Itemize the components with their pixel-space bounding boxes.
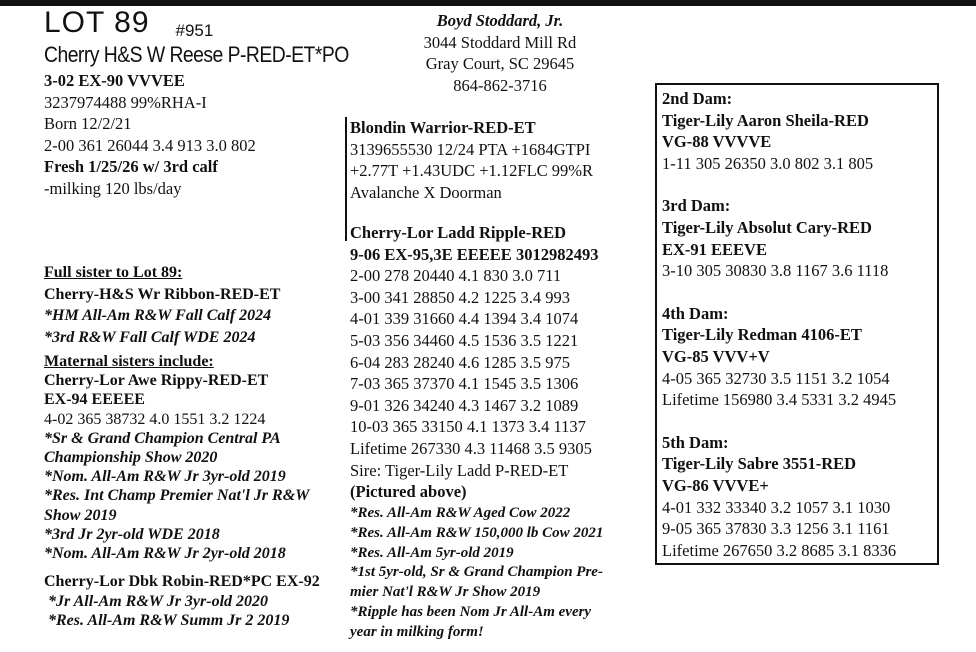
consignor-phone: 864-862-3716 [453,75,547,95]
dam-classification: VG-85 VVV+V [662,346,770,366]
dam-record: 4-05 365 32730 3.5 1151 3.2 1054 [662,368,890,388]
dam-title: 4th Dam: [662,303,729,323]
dam-lifetime: Lifetime 267650 3.2 8685 3.1 8336 [662,540,897,560]
dam-award: year in milking form! [350,623,484,640]
dam-record: 3-10 305 30830 3.8 1167 3.6 1118 [662,261,889,281]
maternal-sisters-block [44,352,309,563]
dam-record: 1-11 305 26350 3.0 802 3.1 805 [662,153,874,173]
sister-name: Cherry-Lor Awe Rippy-RED-ET [44,372,269,390]
consignor-city: Gray Court, SC 29645 [425,54,575,74]
dam-award: *Ripple has been Nom Jr All-Am every [350,603,592,620]
lot-header [44,6,213,40]
dam-classification: 9-06 EX-95,3E EEEEE 3012982493 [350,244,599,264]
dam-title: 3rd Dam: [662,196,731,216]
cow-name: Cherry H&S W Reese P-RED-ET*PO [44,42,349,67]
dam-award: *Res. All-Am R&W 150,000 lb Cow 2021 [350,524,604,541]
dam-award: mier Nat'l R&W Jr Show 2019 [350,584,541,601]
dams-list [662,88,896,561]
sister-award: *Sr & Grand Champion Central PA [44,429,281,447]
dam-title: 2nd Dam: [662,89,733,108]
full-sister-heading: Full sister to Lot 89: [44,264,183,281]
lot-label: LOT 89 [44,6,150,39]
dam-block [350,222,598,503]
consignor-street: 3044 Stoddard Mill Rd [423,32,577,52]
cow-birthdate: Born 12/2/21 [44,114,132,134]
dam-name: Tiger-Lily Absolut Cary-RED [662,217,872,237]
dam-name: Cherry-Lor Ladd Ripple-RED [350,223,567,242]
cow-record: 2-00 361 26044 3.4 913 3.0 802 [44,135,256,155]
dam-lifetime: Lifetime 267330 4.3 11468 3.5 9305 [350,438,592,458]
dam-awards [350,504,603,643]
dam-award: *Res. All-Am 5yr-old 2019 [350,544,514,561]
dam-record: 6-04 283 28240 4.6 1285 3.5 975 [350,352,570,372]
sister-record: 4-02 365 38732 4.0 1551 3.2 1224 [44,410,266,428]
dams-box [655,83,939,565]
dam-record: 9-05 365 37830 3.3 1256 3.1 1161 [662,519,890,539]
dam-classification: EX-91 EEEVE [662,239,767,259]
dam-title: 5th Dam: [662,432,729,452]
cow-details [44,70,256,200]
sister-award: *Res. Int Champ Premier Nat'l Jr R&W [44,487,310,505]
dam-award: *Res. All-Am R&W Aged Cow 2022 [350,505,571,521]
dam-classification: VG-88 VVVVE [662,132,772,152]
sister-award: *3rd Jr 2yr-old WDE 2018 [44,525,220,543]
dam-record: 2-00 278 20440 4.1 830 3.0 711 [350,266,562,286]
sire-block [350,117,593,203]
dam-pictured-note: (Pictured above) [350,482,467,502]
dam-name: Tiger-Lily Sabre 3551-RED [662,454,857,474]
sister-award: Show 2019 [44,506,117,524]
maternal-sisters-heading: Maternal sisters include: [44,353,214,370]
dam-record: 3-00 341 28850 4.2 1225 3.4 993 [350,287,570,307]
sister-award: *Nom. All-Am R&W Jr 3yr-old 2019 [44,468,286,486]
sister-name: Cherry-Lor Dbk Robin-RED*PC EX-92 [44,573,320,590]
sister-award: *Res. All-Am R&W Summ Jr 2 2019 [48,612,290,629]
sister2-block [44,572,320,631]
dam-lifetime: Lifetime 156980 3.4 5331 3.2 4945 [662,390,897,410]
sire-line: Avalanche X Doorman [350,182,502,202]
dam-record: 4-01 332 33340 3.2 1057 3.1 1030 [662,497,891,517]
dam-record: 7-03 365 37370 4.1 1545 3.5 1306 [350,374,579,394]
sire-line: +2.77T +1.43UDC +1.12FLC 99%R [350,161,594,181]
full-sister-name: Cherry-H&S Wr Ribbon-RED-ET [44,285,281,303]
dam-record: 5-03 356 34460 4.5 1536 3.5 1221 [350,330,579,350]
dam-record: 10-03 365 33150 4.1 1373 3.4 1137 [350,417,586,437]
cow-milking: -milking 120 lbs/day [44,178,182,198]
sire-name: Blondin Warrior-RED-ET [350,118,536,137]
lot-number: #951 [175,21,214,40]
dam-classification: VG-86 VVVE+ [662,475,769,495]
full-sister-block [44,262,280,348]
dam-record: 4-01 339 31660 4.4 1394 3.4 1074 [350,309,579,329]
dam-name: Tiger-Lily Aaron Sheila-RED [662,110,869,130]
full-sister-award: *3rd R&W Fall Calf WDE 2024 [44,328,256,346]
sister-award: *Jr All-Am R&W Jr 3yr-old 2020 [48,592,269,610]
sire-line: 3139655530 12/24 PTA +1684GTPI [350,139,591,159]
sister-award: *Nom. All-Am R&W Jr 2yr-old 2018 [44,545,286,563]
consignor-name: Boyd Stoddard, Jr. [436,11,564,30]
cow-registration: 3237974488 99%RHA-I [44,92,207,112]
pedigree-bracket-line [345,117,347,241]
sister-award: Championship Show 2020 [44,449,218,467]
dam-sire: Sire: Tiger-Lily Ladd P-RED-ET [350,460,569,480]
dam-record: 9-01 326 34240 4.3 1467 3.2 1089 [350,395,579,415]
dam-name: Tiger-Lily Redman 4106-ET [662,325,862,345]
sister-classification: EX-94 EEEEE [44,391,145,409]
cow-classification: 3-02 EX-90 VVVEE [44,71,185,90]
dam-award: *1st 5yr-old, Sr & Grand Champion Pre- [350,564,603,581]
consignor-block [400,10,600,96]
full-sister-award: *HM All-Am R&W Fall Calf 2024 [44,307,272,324]
cow-fresh-date: Fresh 1/25/26 w/ 3rd calf [44,157,218,177]
